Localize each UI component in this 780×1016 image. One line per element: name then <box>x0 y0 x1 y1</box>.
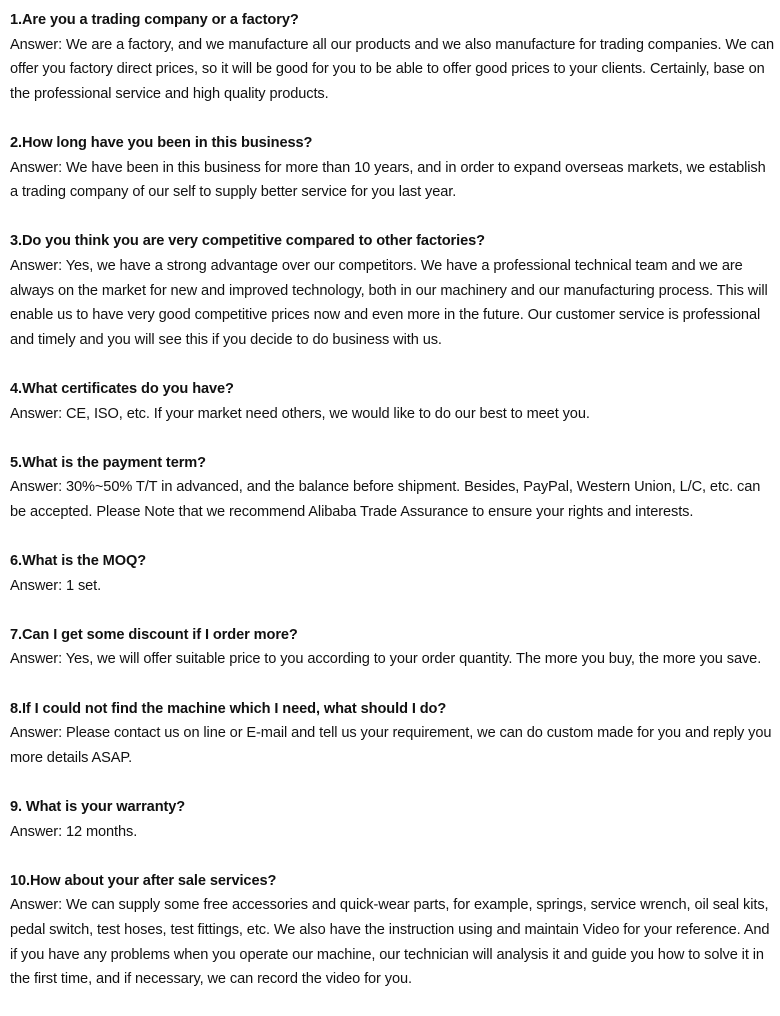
faq-item-8 <box>10 697 776 771</box>
faq-answer: Answer: We have been in this business for more than 10 years, and in order to expand overseas markets, we establish a trading company of our self to supply better service for you last year. <box>10 159 766 201</box>
faq-question: 9. What is your warranty? <box>10 799 186 815</box>
faq-answer: Answer: We can supply some free accessories and quick-wear parts, for example, springs, service wrench, oil seal kits, pedal switch, test hoses, test fittings, etc. We also have the instruction using and maintain Video for your reference. And if you have any problems when you operate our machine, our technician will analysis it and guide you how to solve it in the first time, and if necessary, we can record the video for you. <box>10 897 770 988</box>
faq-item-3 <box>10 229 776 352</box>
faq-item-6 <box>10 549 776 598</box>
faq-list <box>10 8 776 1016</box>
faq-item-1 <box>10 8 776 106</box>
faq-item-5 <box>10 451 776 525</box>
faq-answer: Answer: We are a factory, and we manufacture all our products and we also manufacture for trading companies. We can offer you factory direct prices, so it will be good for you to be able to offer good prices to your clients. Certainly, base on the professional service and high quality products. <box>10 36 774 102</box>
faq-question: 3.Do you think you are very competitive compared to other factories? <box>10 233 485 250</box>
faq-question: 7.Can I get some discount if I order more? <box>10 626 298 643</box>
faq-item-2 <box>10 131 776 205</box>
faq-item-10 <box>10 869 776 992</box>
faq-question: 2.How long have you been in this business? <box>10 134 313 151</box>
faq-item-9 <box>10 795 776 844</box>
faq-item-4 <box>10 377 776 426</box>
faq-answer: Answer: Please contact us on line or E-mail and tell us your requirement, we can do custom made for you and reply you more details ASAP. <box>10 725 772 766</box>
faq-question: 4.What certificates do you have? <box>10 380 234 397</box>
faq-question: 1.Are you a trading company or a factory? <box>10 12 299 28</box>
faq-answer: Answer: Yes, we have a strong advantage over our competitors. We have a professional technical team and we are always on the market for new and improved technology, both in our machinery and our manufacturing process. This will enable us to have very good competitive prices now and even more in the future. Our customer service is professional and timely and you will see this if you decide to do business with us. <box>10 257 768 348</box>
faq-question: 8.If I could not find the machine which I need, what should I do? <box>10 700 447 717</box>
faq-answer: Answer: 30%~50% T/T in advanced, and the balance before shipment. Besides, PayPal, Western Union, L/C, etc. can be accepted. Please Note that we recommend Alibaba Trade Assurance to ensure your rights and interests. <box>10 479 761 520</box>
faq-answer: Answer: CE, ISO, etc. If your market need others, we would like to do our best to meet you. <box>10 405 590 422</box>
faq-item-7 <box>10 623 776 672</box>
faq-question: 5.What is the payment term? <box>10 454 206 471</box>
faq-answer: Answer: 1 set. <box>10 577 102 594</box>
faq-answer: Answer: Yes, we will offer suitable price to you according to your order quantity. The more you buy, the more you save. <box>10 651 762 668</box>
faq-answer: Answer: 12 months. <box>10 823 138 840</box>
faq-question: 10.How about your after sale services? <box>10 872 277 889</box>
faq-question: 6.What is the MOQ? <box>10 553 147 570</box>
